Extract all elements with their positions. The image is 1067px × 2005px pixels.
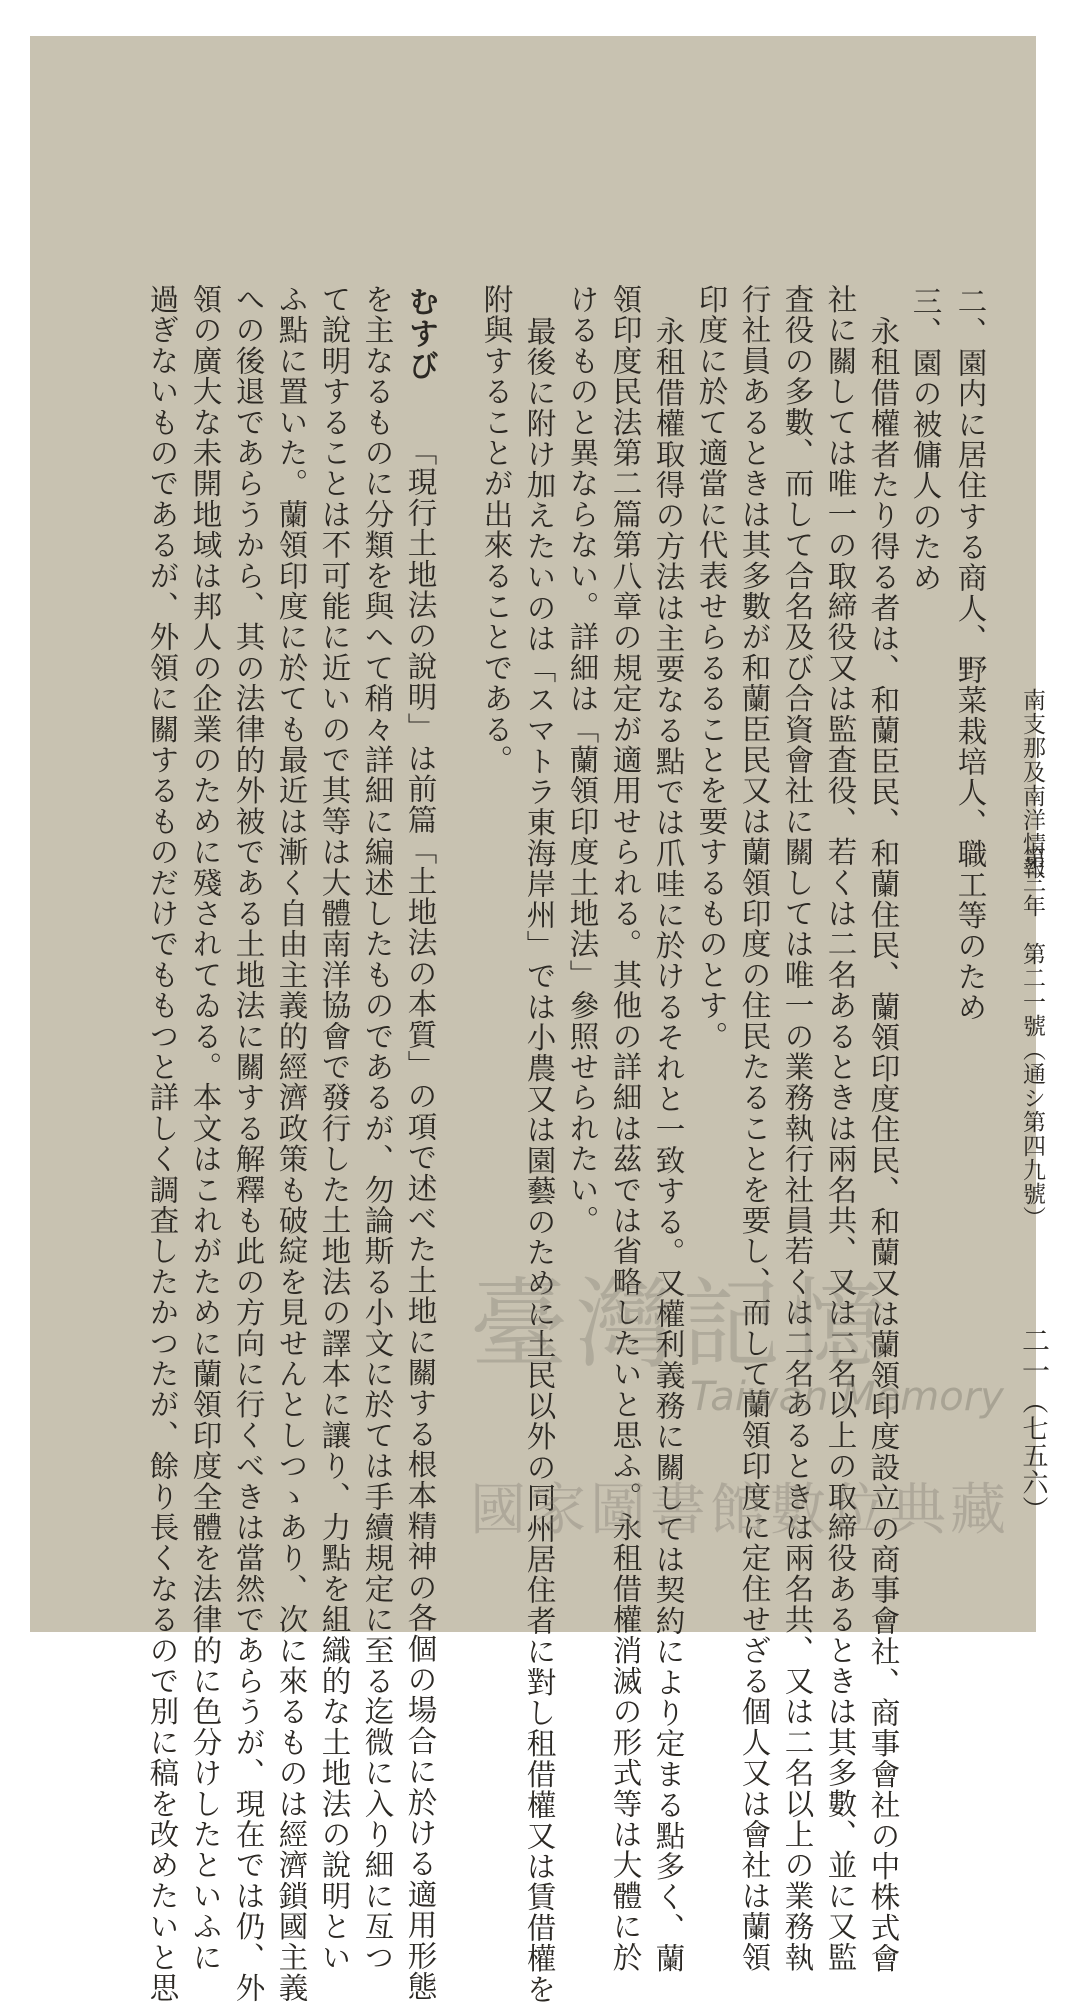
body-line-6: 行社員あるときは其多數が和蘭臣民又は蘭領印度の住民たることを要し、而して蘭領印度に定住せざる個人又は會社は蘭領 <box>737 284 772 1973</box>
body-line-16: ふ點に置いた。蘭領印度に於ても最近は漸く自由主義的經濟政策も破綻を見せんとしつゝあり、次に來るものは經濟鎖國主義 <box>274 284 309 2004</box>
body-line-14: を主なるものに分類を與へて稍々詳細に編述したものであるが、勿論斯る小文に於ては手續規定に至る迄微に入り細に亙つ <box>360 284 395 1973</box>
page-number: 二一 <box>1018 1326 1051 1386</box>
body-line-15: て說明することは不可能に近いので其等は大體南洋協會で發行した土地法の譯本に讓り、力點を組織的な土地法の說明とい <box>317 284 352 1973</box>
body-line-17: への後退であらうから、其の法律的外被である土地法に關する解釋も此の方向に行くべきは當然であらうが、現在では仍、外 <box>231 284 266 2004</box>
body-line-5: 査役の多數、而して合名及び合資會社に關しては唯一の業務執行社員若くは二名あるときは兩名共、又は二名以上の業務執 <box>780 284 815 1973</box>
scanned-page <box>30 36 1051 2005</box>
body-line-2: 三、園の被傭人のため <box>908 286 943 593</box>
body-line-9: 領印度民法第二篇第八章の規定が適用せられる。其他の詳細は茲では省略したいと思ふ。永租借權消滅の形式等は大體に於 <box>608 284 643 1973</box>
body-line-4: 社に關しては唯一の取締役又は監査役、若くは二名あるときは兩名共、又は二名以上の取締役あるときは其多數、並に又監 <box>823 284 858 1973</box>
body-line-18: 領の廣大な未開地域は邦人の企業のために殘されてゐる。本文はこれがために蘭領印度全體を法律的に色分けしたといふに <box>188 284 223 1973</box>
issue-info: 第三年 第二一號（通シ第四九號） <box>1019 846 1045 1230</box>
journal-title: 南支那及南洋情報 <box>1019 688 1045 880</box>
total-page-number: （七五六） <box>1018 1388 1048 1523</box>
body-line-13: 「現行土地法の說明」は前篇「土地法の本質」の項で述べた土地に關する根本精神の各個の場合に於ける適用形態 <box>403 436 438 2002</box>
watermark-sub: 國家圖書館數位典藏 <box>470 1478 1010 1543</box>
body-line-7: 印度に於て適當に代表せらるることを要するものとす。 <box>694 284 729 1052</box>
body-line-1: 二、園内に居住する商人、野菜栽培人、職工等のため <box>953 286 988 1023</box>
body-line-3: 永租借權者たり得る者は、和蘭臣民、和蘭住民、蘭領印度住民、和蘭又は蘭領印度設立の商事會社、商事會社の中株式會 <box>866 316 901 1974</box>
body-line-11: 最後に附け加えたいのは「スマトラ東海岸州」では小農又は園藝のために土民以外の同州居住者に對し租借權又は賃借權を <box>522 316 557 2005</box>
body-line-8: 永租借權取得の方法は主要なる點では爪哇に於けるそれと一致する。又權利義務に關しては契約により定まる點多く、蘭 <box>651 316 686 1974</box>
watermark-main: 臺灣記憶 <box>470 1268 895 1382</box>
section-heading: むすび <box>403 286 438 382</box>
body-line-12: 附與することが出來ることである。 <box>479 284 514 776</box>
body-line-10: けるものと異ならない。詳細は「蘭領印度土地法」參照せられたい。 <box>565 284 600 1236</box>
watermark-english: Taiwan Memory <box>690 1374 1004 1420</box>
body-line-19: 過ぎないものであるが、外領に關するものだけでももつと詳しく調査したかつたが、餘り長くなるので別に稿を改めたいと思 <box>145 284 180 2004</box>
